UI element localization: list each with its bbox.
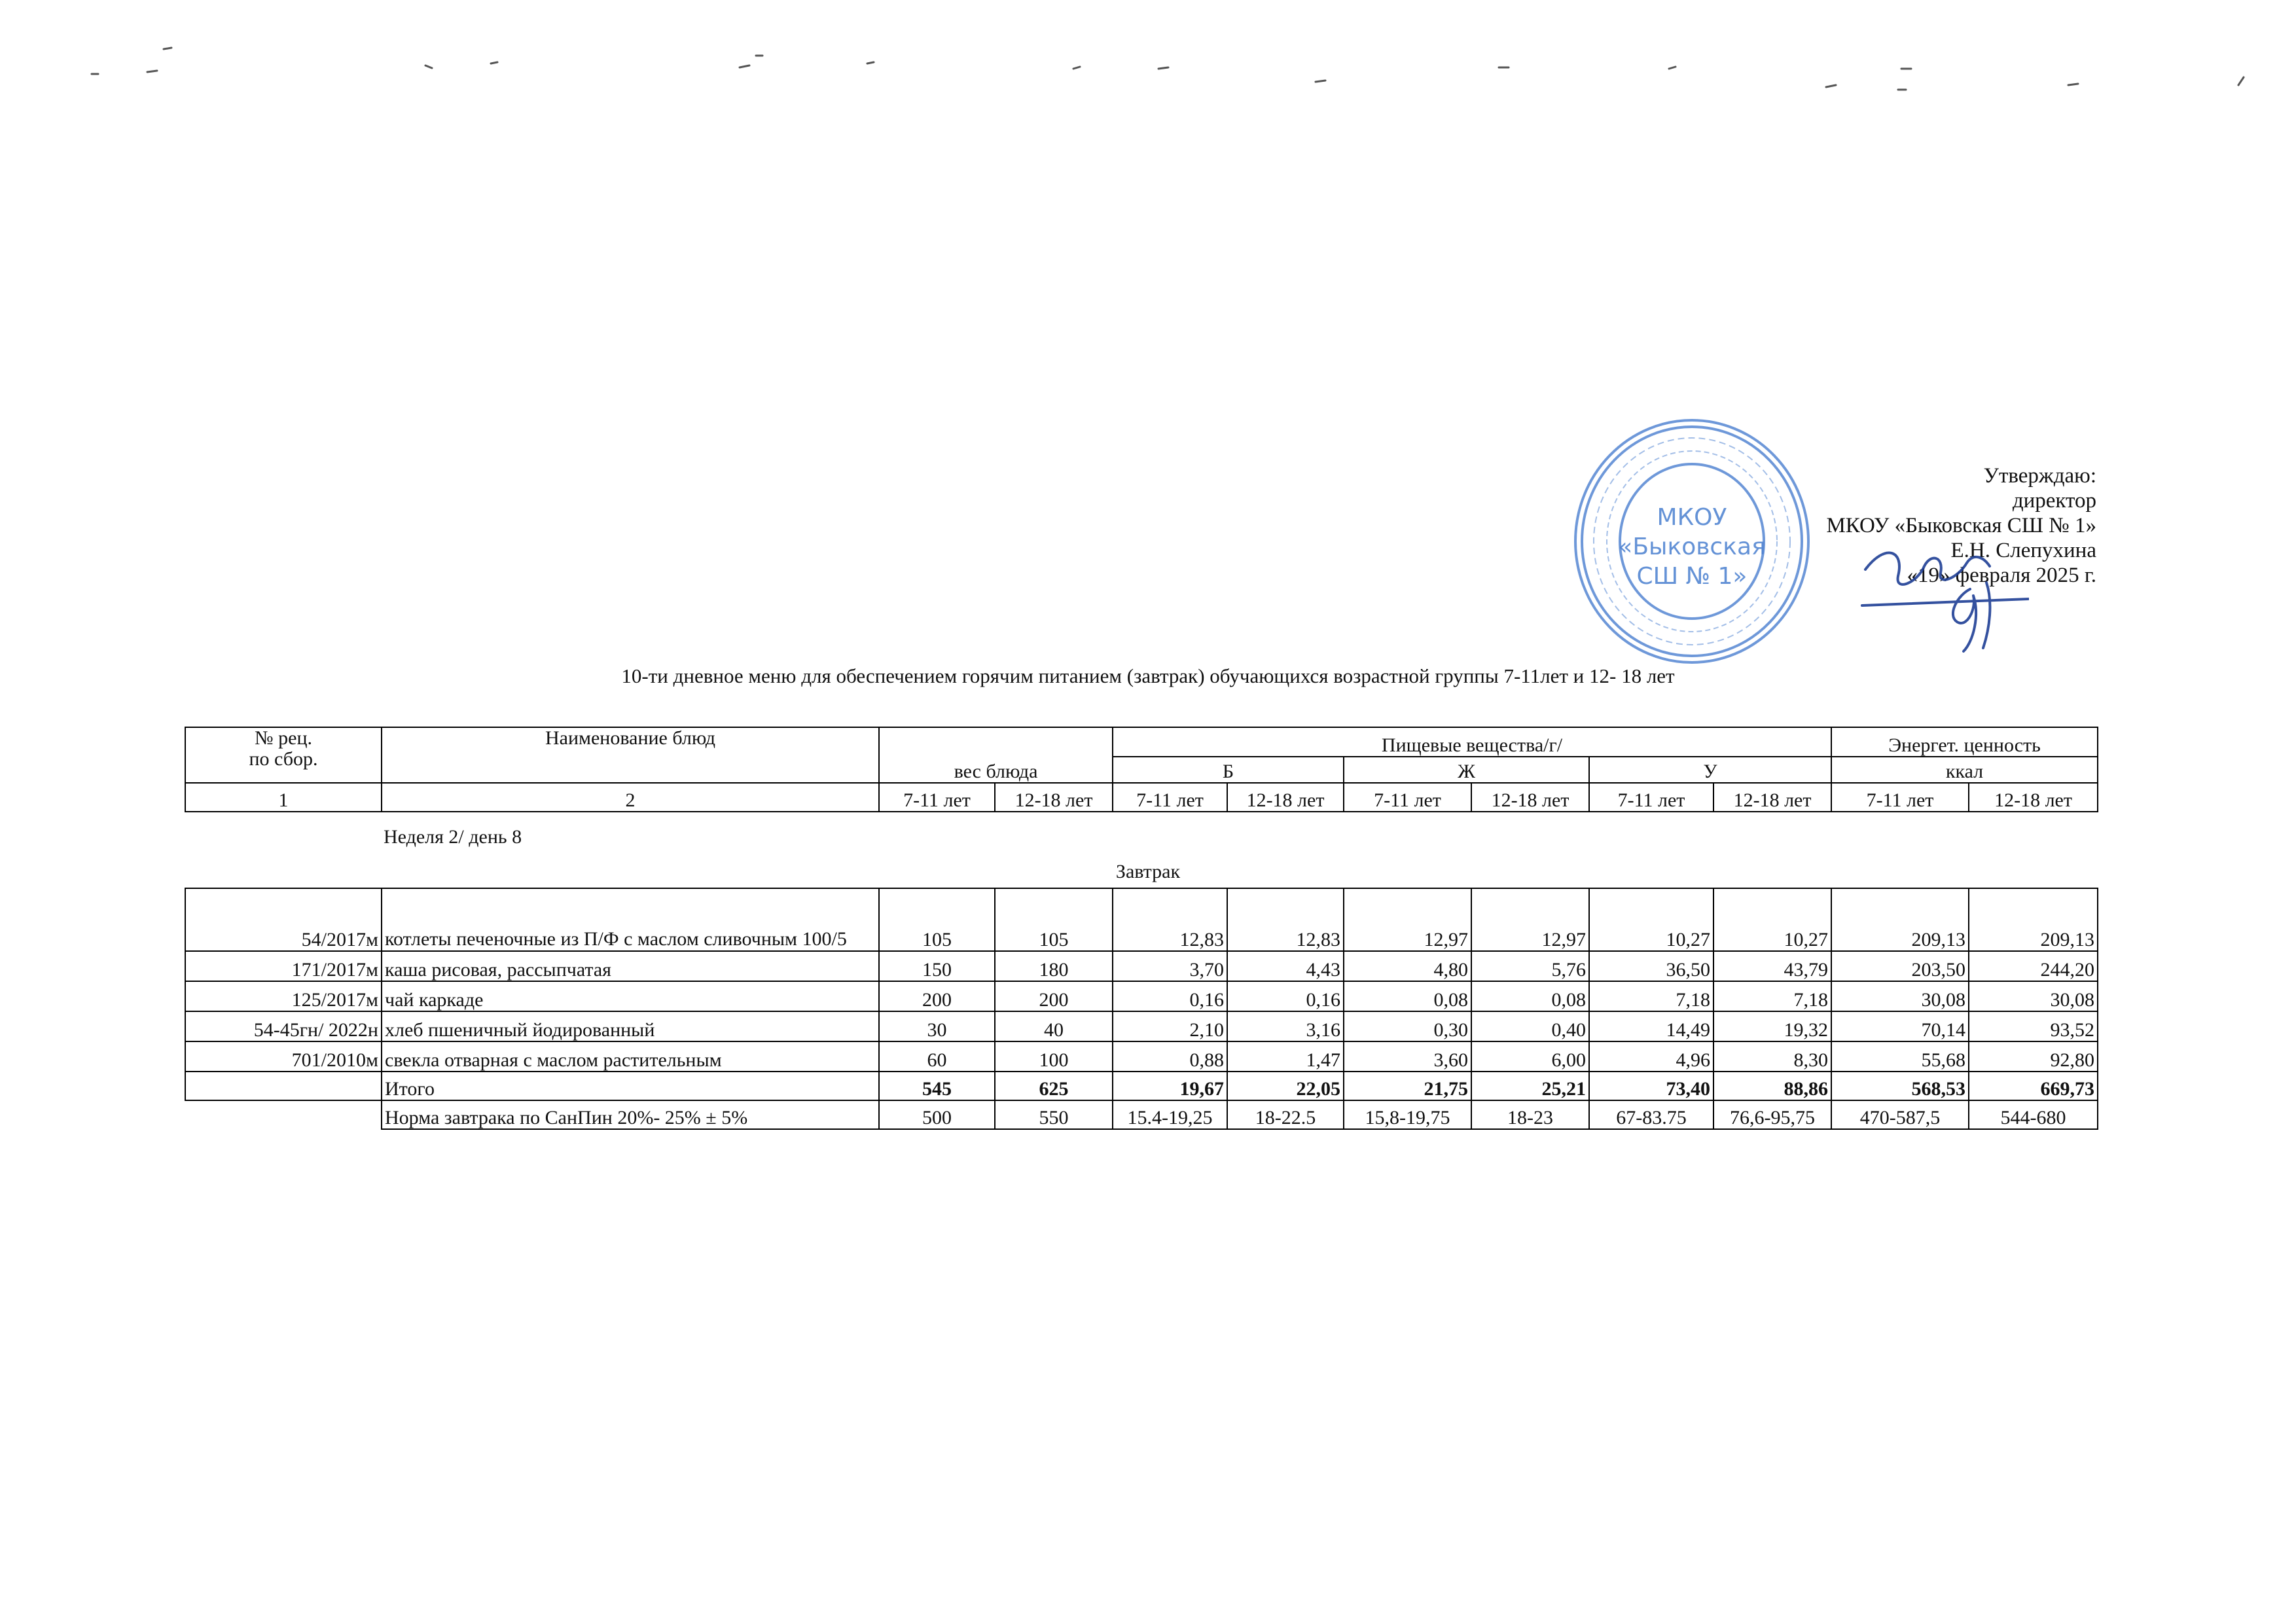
kcal-7-11: 70,14 [1831,1011,1969,1041]
weight-12-18: 105 [995,888,1113,951]
approval-position: директор [2012,489,2096,513]
kcal-7-11: 203,50 [1831,951,1969,981]
weight-7-11: 60 [879,1041,995,1072]
fat-7-11: 0,08 [1344,981,1471,1011]
kcal-7-11: 30,08 [1831,981,1969,1011]
carbs-12-18: 88,86 [1713,1072,1831,1100]
recipe-code: 54-45гн/ 2022н [185,1011,382,1041]
dish-row [185,951,2098,981]
recipe-code: 54/2017м [185,888,382,951]
kcal-12-18: 544-680 [1969,1100,2098,1129]
carbs-7-11: 10,27 [1589,888,1713,951]
fat-12-18: 0,08 [1471,981,1589,1011]
header-age-12-18: 12-18 лет [1471,783,1589,812]
weight-12-18: 100 [995,1041,1113,1072]
fat-12-18: 18-23 [1471,1100,1589,1129]
protein-12-18: 22,05 [1227,1072,1344,1100]
protein-12-18: 1,47 [1227,1041,1344,1072]
header-age-7-11: 7-11 лет [1113,783,1227,812]
fat-7-11: 15,8-19,75 [1344,1100,1471,1129]
dish-row [185,888,2098,951]
carbs-12-18: 43,79 [1713,951,1831,981]
header-age-7-11: 7-11 лет [879,783,995,812]
approval-organization: МКОУ «Быковская СШ № 1» [1826,514,2096,537]
fat-7-11: 21,75 [1344,1072,1471,1100]
header-age-7-11: 7-11 лет [1589,783,1713,812]
recipe-code [185,1072,382,1100]
kcal-7-11: 209,13 [1831,888,1969,951]
header-age-12-18: 12-18 лет [1713,783,1831,812]
school-stamp [1568,414,1816,669]
kcal-12-18: 244,20 [1969,951,2098,981]
header-age-7-11: 7-11 лет [1831,783,1969,812]
protein-7-11: 15.4-19,25 [1113,1100,1227,1129]
week-day-label: Неделя 2/ день 8 [384,826,522,848]
protein-7-11: 0,88 [1113,1041,1227,1072]
weight-12-18: 200 [995,981,1113,1011]
carbs-7-11: 14,49 [1589,1011,1713,1041]
weight-7-11: 150 [879,951,995,981]
recipe-code: 125/2017м [185,981,382,1011]
total-row [185,1072,2098,1100]
recipe-code: 701/2010м [185,1041,382,1072]
header-energy: Энергет. ценность [1831,727,2098,757]
meal-section-label: Завтрак [1115,861,1181,882]
weight-7-11: 200 [879,981,995,1011]
dish-row [185,1011,2098,1041]
protein-7-11: 2,10 [1113,1011,1227,1041]
document-title: 10-ти дневное меню для обеспечением горячим питанием (завтрак) обучающихся возрастной группы 7-11лет и 12- 18 лет [621,664,1675,687]
carbs-7-11: 4,96 [1589,1041,1713,1072]
director-signature [1859,530,2029,655]
carbs-12-18: 8,30 [1713,1041,1831,1072]
dish-name: Норма завтрака по СанПин 20%- 25% ± 5% [382,1100,879,1129]
weight-12-18: 40 [995,1011,1113,1041]
weight-7-11: 545 [879,1072,995,1100]
fat-7-11: 0,30 [1344,1011,1471,1041]
protein-12-18: 3,16 [1227,1011,1344,1041]
protein-7-11: 0,16 [1113,981,1227,1011]
header-fat: Ж [1344,757,1589,783]
recipe-code: 171/2017м [185,951,382,981]
protein-12-18: 4,43 [1227,951,1344,981]
fat-12-18: 6,00 [1471,1041,1589,1072]
dish-name: котлеты печеночные из П/Ф с маслом сливочным 100/5 [382,888,879,951]
protein-12-18: 18-22.5 [1227,1100,1344,1129]
dish-name: чай каркаде [382,981,879,1011]
header-kcal: ккал [1831,757,2098,783]
header-nutrients: Пищевые вещества/г/ [1113,727,1831,757]
recipe-code [185,1100,382,1129]
fat-7-11: 4,80 [1344,951,1471,981]
kcal-12-18: 30,08 [1969,981,2098,1011]
header-age-12-18: 12-18 лет [1969,783,2098,812]
kcal-12-18: 209,13 [1969,888,2098,951]
kcal-12-18: 93,52 [1969,1011,2098,1041]
header-col-1: 1 [185,783,382,812]
dish-name: хлеб пшеничный йодированный [382,1011,879,1041]
fat-12-18: 12,97 [1471,888,1589,951]
dish-name: свекла отварная с маслом растительным [382,1041,879,1072]
carbs-12-18: 76,6-95,75 [1713,1100,1831,1129]
fat-12-18: 25,21 [1471,1072,1589,1100]
protein-7-11: 12,83 [1113,888,1227,951]
weight-7-11: 30 [879,1011,995,1041]
header-age-12-18: 12-18 лет [995,783,1113,812]
approval-title: Утверждаю: [1983,464,2096,488]
carbs-7-11: 73,40 [1589,1072,1713,1100]
menu-table-header [185,727,2098,812]
header-col-2: 2 [382,783,879,812]
fat-12-18: 5,76 [1471,951,1589,981]
stamp-line-2: «Быковская [1618,533,1766,560]
carbs-7-11: 7,18 [1589,981,1713,1011]
approval-date: «19» февраля 2025 г. [1907,564,2096,587]
protein-7-11: 3,70 [1113,951,1227,981]
dish-row [185,1041,2098,1072]
header-recipe-number: № рец. по сбор. [185,727,382,783]
stamp-line-3: СШ № 1» [1636,563,1748,590]
dish-name: Итого [382,1072,879,1100]
weight-7-11: 105 [879,888,995,951]
approval-signatory: Е.Н. Слепухина [1950,539,2096,562]
header-dish-name: Наименование блюд [382,727,879,783]
kcal-12-18: 669,73 [1969,1072,2098,1100]
weight-12-18: 180 [995,951,1113,981]
carbs-7-11: 36,50 [1589,951,1713,981]
header-weight: вес блюда [879,727,1113,783]
kcal-12-18: 92,80 [1969,1041,2098,1072]
carbs-12-18: 7,18 [1713,981,1831,1011]
kcal-7-11: 470-587,5 [1831,1100,1969,1129]
header-age-12-18: 12-18 лет [1227,783,1344,812]
fat-7-11: 12,97 [1344,888,1471,951]
scan-edge-marks [0,0,2296,131]
stamp-line-1: МКОУ [1657,504,1727,531]
weight-12-18: 625 [995,1072,1113,1100]
dish-name: каша рисовая, рассыпчатая [382,951,879,981]
menu-table-body [185,888,2098,1130]
protein-7-11: 19,67 [1113,1072,1227,1100]
dish-row [185,981,2098,1011]
protein-12-18: 0,16 [1227,981,1344,1011]
header-age-7-11: 7-11 лет [1344,783,1471,812]
fat-7-11: 3,60 [1344,1041,1471,1072]
carbs-12-18: 10,27 [1713,888,1831,951]
carbs-7-11: 67-83.75 [1589,1100,1713,1129]
header-protein: Б [1113,757,1344,783]
weight-12-18: 550 [995,1100,1113,1129]
norm-row [185,1100,2098,1129]
kcal-7-11: 568,53 [1831,1072,1969,1100]
header-carbs: У [1589,757,1831,783]
protein-12-18: 12,83 [1227,888,1344,951]
fat-12-18: 0,40 [1471,1011,1589,1041]
weight-7-11: 500 [879,1100,995,1129]
carbs-12-18: 19,32 [1713,1011,1831,1041]
kcal-7-11: 55,68 [1831,1041,1969,1072]
